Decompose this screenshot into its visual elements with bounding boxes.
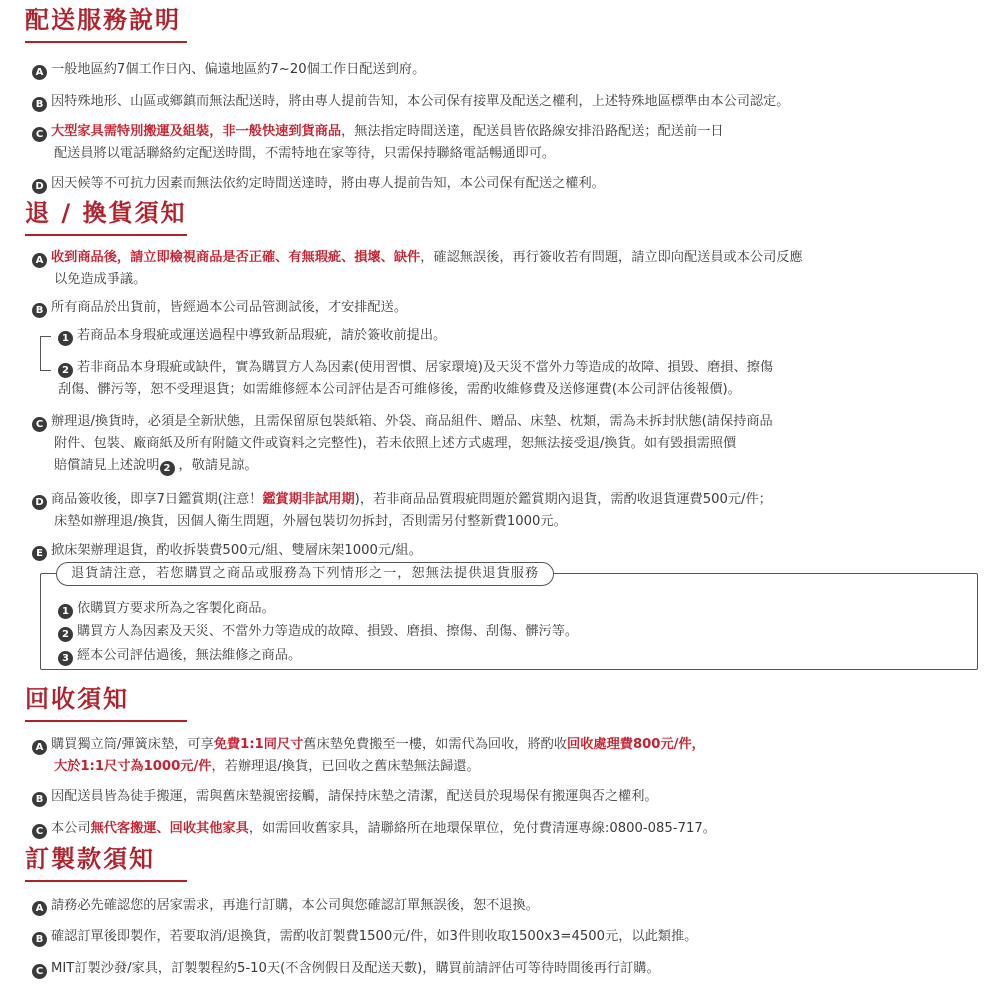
- returns-item-e: [32, 540, 980, 562]
- badge-d-icon: D: [32, 179, 47, 194]
- delivery-item-d: [32, 173, 980, 195]
- notice-item-2: [58, 621, 578, 643]
- returns-c-line2: 附件、包裝、廠商紙及所有附隨文件或資料之完整性)，若未依照上述方式處理，恕無法接受退/換貨。如有毀損需照價: [54, 436, 737, 451]
- returns-item-a: [32, 247, 980, 291]
- badge-c-icon: C: [32, 824, 47, 839]
- recycle-a-highlight2: 回收處理費800元/件，: [567, 737, 705, 752]
- recycle-item-a: [32, 734, 980, 778]
- badge-3-icon: 3: [58, 651, 73, 666]
- delivery-d-text: 因天候等不可抗力因素而無法依約定時間送達時，將由專人提前告知，本公司保有配送之權利。: [51, 176, 605, 191]
- badge-2-icon: 2: [58, 627, 73, 642]
- notice-3-text: 經本公司評估過後，無法維修之商品。: [77, 648, 302, 663]
- delivery-c-line2: 配送員將以電話聯絡約定配送時間，不需特地在家等待，只需保持聯絡電話暢通即可。: [54, 146, 556, 161]
- recycle-a-part3: ，若辦理退/換貨，已回收之舊床墊無法歸還。: [211, 759, 480, 774]
- custom-item-a: [32, 895, 980, 917]
- custom-item-b: [32, 926, 980, 948]
- notice-item-1: [58, 598, 275, 620]
- returns-item-d: [32, 489, 980, 533]
- returns-d-part1: 商品簽收後，即享7日鑑賞期(注意！: [51, 492, 263, 507]
- recycle-c-highlight: 無代客搬運、回收其他家具: [90, 821, 249, 836]
- custom-heading: 訂製款須知: [25, 845, 155, 873]
- notice-item-3: [58, 645, 301, 667]
- badge-c-icon: C: [32, 417, 47, 432]
- returns-e-text: 掀床架辦理退貨，酌收拆裝費500元/組、雙層床架1000元/組。: [51, 543, 422, 558]
- custom-c-text: MIT訂製沙發/家具，訂製製程約5-10天(不含例假日及配送天數)，購買前請評估可等待時間後再行訂購。: [51, 961, 660, 976]
- recycle-item-b: [32, 786, 980, 808]
- delivery-c-highlight: 大型家具需特別搬運及組裝，非一般快速到貨商品: [51, 124, 342, 139]
- badge-b-icon: B: [32, 97, 47, 112]
- delivery-item-a: [32, 59, 980, 81]
- delivery-item-c: [32, 121, 980, 165]
- badge-e-icon: E: [32, 546, 47, 561]
- badge-a-icon: A: [32, 901, 47, 916]
- returns-item-c: [32, 411, 980, 477]
- badge-1-icon: 1: [58, 604, 73, 619]
- badge-d-icon: D: [32, 495, 47, 510]
- recycle-a-highlight1: 免費1:1同尺寸: [213, 737, 304, 752]
- badge-b-icon: B: [32, 932, 47, 947]
- returns-b-bracket: [40, 336, 51, 371]
- returns-heading-underline: [25, 234, 187, 236]
- delivery-b-text: 因特殊地形、山區或鄉鎮而無法配送時，將由專人提前告知，本公司保有接單及配送之權利，上述特殊地區標準由本公司認定。: [51, 94, 790, 109]
- custom-a-text: 請務必先確認您的居家需求，再進行訂購，本公司與您確認訂單無誤後，恕不退換。: [51, 898, 539, 913]
- badge-2-icon: 2: [160, 461, 175, 476]
- returns-b1-text: 若商品本身瑕疵或運送過程中導致新品瑕疵，請於簽收前提出。: [77, 328, 447, 343]
- returns-a-line2: 以免造成爭議。: [54, 272, 147, 287]
- recycle-heading-underline: [25, 720, 187, 722]
- delivery-heading: 配送服務說明: [25, 6, 181, 34]
- returns-item-b: [32, 297, 980, 319]
- badge-1-icon: 1: [58, 331, 73, 346]
- recycle-a-highlight3: 大於1:1尺寸為1000元/件: [54, 759, 212, 774]
- notice-2-text: 購買方人為因素及天災、不當外力等造成的故障、損毀、磨損、擦傷、刮傷、髒污等。: [77, 624, 579, 639]
- returns-c-line1: 辦理退/換貨時，必須是全新狀態，且需保留原包裝紙箱、外袋、商品組件、贈品、床墊、枕類，需為未拆封狀態(請保持商品: [51, 414, 773, 429]
- custom-item-c: [32, 958, 980, 980]
- returns-c-line3a: 賠償請見上述說明: [54, 458, 160, 473]
- delivery-heading-underline: [25, 41, 187, 43]
- returns-b2-line2: 刮傷、髒污等，恕不受理退貨；如需維修經本公司評估是否可維修後，需酌收維修費及送修運費(本公司評估後報價)。: [58, 382, 741, 397]
- returns-a-highlight: 收到商品後，請立即檢視商品是否正確、有無瑕疵、損壞、缺件: [51, 250, 421, 265]
- custom-heading-underline: [25, 880, 187, 882]
- badge-b-icon: B: [32, 303, 47, 318]
- recycle-b-text: 因配送員皆為徒手搬運，需與舊床墊親密接觸，請保持床墊之清潔，配送員於現場保有搬運與否之權利。: [51, 789, 658, 804]
- badge-a-icon: A: [32, 65, 47, 80]
- badge-c-icon: C: [32, 964, 47, 979]
- recycle-c-part2: ，如需回收舊家具，請聯絡所在地環保單位，免付費清運專線:0800-085-717。: [248, 821, 716, 836]
- badge-2-icon: 2: [58, 363, 73, 378]
- delivery-a-text: 一般地區約7個工作日內、偏遠地區約7~20個工作日配送到府。: [51, 62, 426, 77]
- delivery-item-b: [32, 91, 980, 113]
- returns-b-sub1: [58, 325, 978, 347]
- notice-1-text: 依購買方要求所為之客製化商品。: [77, 601, 275, 616]
- notice-title: 退貨請注意，若您購買之商品或服務為下列情形之一，恕無法提供退貨服務: [56, 562, 554, 586]
- badge-a-icon: A: [32, 253, 47, 268]
- returns-b-text: 所有商品於出貨前，皆經過本公司品管測試後，才安排配送。: [51, 300, 408, 315]
- badge-b-icon: B: [32, 792, 47, 807]
- recycle-c-part1: 本公司: [51, 821, 91, 836]
- recycle-heading: 回收須知: [25, 685, 129, 713]
- returns-a-text: ，確認無誤後，再行簽收若有問題，請立即向配送員或本公司反應: [420, 250, 803, 265]
- returns-heading: 退 / 換貨須知: [25, 199, 187, 227]
- recycle-item-c: [32, 818, 980, 840]
- recycle-a-part2: 舊床墊免費搬至一樓，如需代為回收，將酌收: [303, 737, 568, 752]
- delivery-c-text: ，無法指定時間送達，配送員皆依路線安排沿路配送；配送前一日: [341, 124, 724, 139]
- returns-d-line2: 床墊如辦理退/換貨，因個人衛生問題，外層包裝切勿拆封，否則需另付整新費1000元。: [54, 514, 567, 529]
- returns-d-part2: )，若非商品品質瑕疵問題於鑑賞期內退貨，需酌收退貨運費500元/件；: [354, 492, 772, 507]
- returns-b2-line1: 若非商品本身瑕疵或缺件，實為購買方人為因素(使用習慣、居家環境)及天災不當外力等造成的故障、損毀、磨損、擦傷: [77, 360, 774, 375]
- returns-b-sub2: [58, 357, 978, 401]
- recycle-a-part1: 購買獨立筒/彈簧床墊，可享: [51, 737, 214, 752]
- badge-c-icon: C: [32, 127, 47, 142]
- badge-a-icon: A: [32, 740, 47, 755]
- returns-d-highlight: 鑑賞期非試用期: [262, 492, 355, 507]
- returns-c-line3b: ，敬請見諒。: [178, 458, 258, 473]
- custom-b-text: 確認訂單後即製作，若要取消/退換貨，需酌收訂製費1500元/件，如3件則收取1500x3=4500元，以此類推。: [51, 929, 698, 944]
